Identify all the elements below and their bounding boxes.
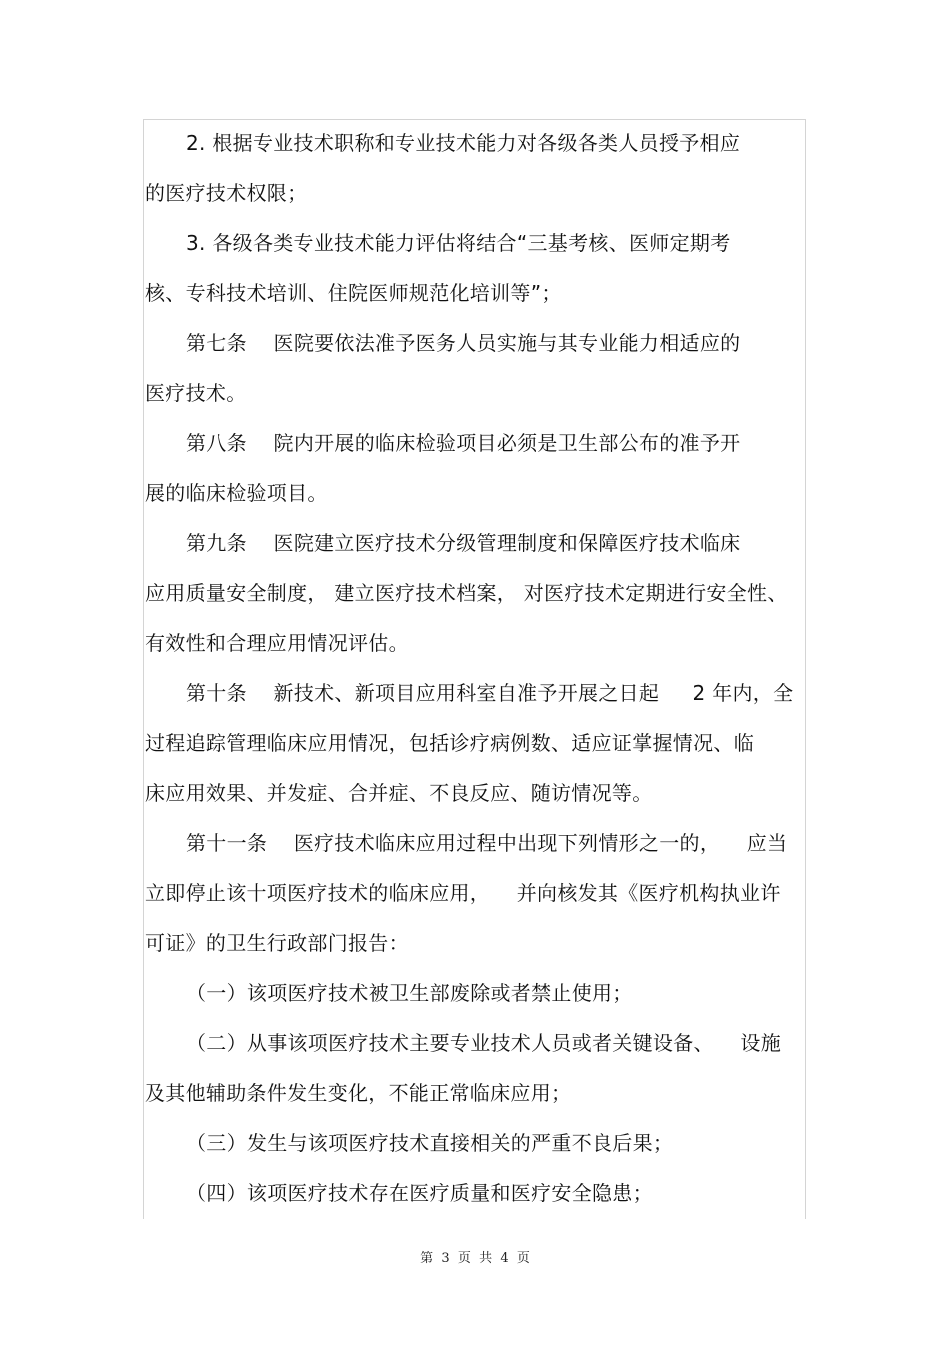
text-line: 第十条 新技术、新项目应用科室自准予开展之日起 2 年内，全 [186,681,794,705]
text-line: 床应用效果、并发症、合并症、不良反应、随访情况等。 [145,781,653,805]
text-line: 2. 根据专业技术职称和专业技术能力对各级各类人员授予相应 [186,131,741,155]
text-line: 的医疗技术权限； [145,181,308,205]
text-line: （一）该项医疗技术被卫生部废除或者禁止使用； [186,981,633,1005]
text-line: 3. 各级各类专业技术能力评估将结合“三基考核、医师定期考 [186,231,731,255]
text-line: 有效性和合理应用情况评估。 [145,631,409,655]
text-line: 展的临床检验项目。 [145,481,328,505]
text-line: 过程追踪管理临床应用情况，包括诊疗病例数、适应证掌握情况、临 [145,731,754,755]
text-line: 核、专科技术培训、住院医师规范化培训等”； [145,281,562,305]
text-line: 第九条 医院建立医疗技术分级管理制度和保障医疗技术临床 [186,531,741,555]
text-line: （四）该项医疗技术存在医疗质量和医疗安全隐患； [186,1181,653,1205]
text-line: （二）从事该项医疗技术主要专业技术人员或者关键设备、 设施 [186,1031,782,1055]
text-line: 第十一条 医疗技术临床应用过程中出现下列情形之一的， 应当 [186,831,788,855]
text-line: 应用质量安全制度， 建立医疗技术档案， 对医疗技术定期进行安全性、 [145,581,788,605]
text-line: （三）发生与该项医疗技术直接相关的严重不良后果； [186,1131,674,1155]
text-line: 第七条 医院要依法准予医务人员实施与其专业能力相适应的 [186,331,741,355]
text-line: 立即停止该十项医疗技术的临床应用， 并向核发其《医疗机构执业许 [145,881,781,905]
text-line: 可证》的卫生行政部门报告： [145,931,409,955]
text-line: 及其他辅助条件发生变化，不能正常临床应用； [145,1081,572,1105]
page-number-footer: 第 3 页 共 4 页 [420,1251,530,1266]
text-line: 第八条 院内开展的临床检验项目必须是卫生部公布的准予开 [186,431,741,455]
text-line: 医疗技术。 [145,381,247,405]
